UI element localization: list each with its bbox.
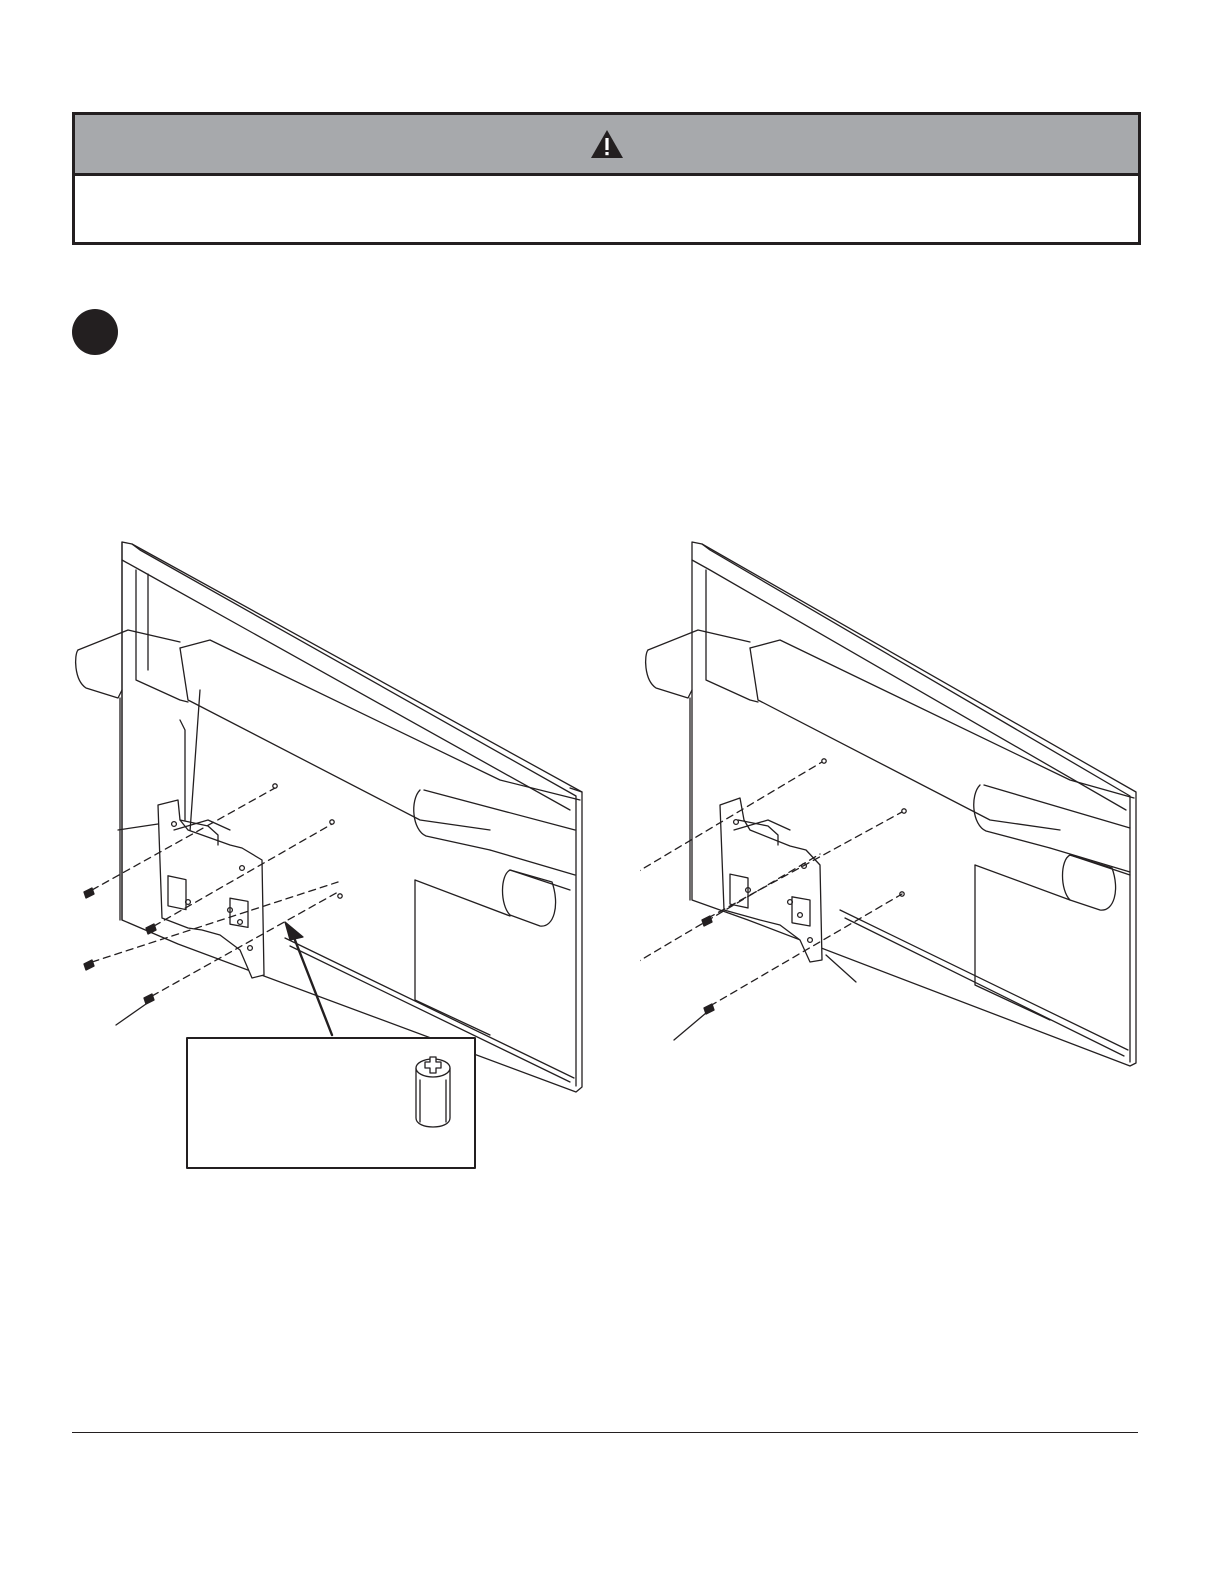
step-number-marker xyxy=(72,309,118,355)
warning-box xyxy=(72,112,1141,245)
left-installation-view xyxy=(70,530,600,1180)
warning-body xyxy=(75,176,1138,242)
tv-back-bracket-illustration xyxy=(70,530,600,1180)
warning-triangle-icon xyxy=(590,129,624,159)
warning-header xyxy=(75,115,1138,176)
right-installation-view xyxy=(640,530,1150,1090)
footer-rule xyxy=(72,1432,1138,1433)
tv-back-bracket-illustration xyxy=(640,530,1150,1090)
